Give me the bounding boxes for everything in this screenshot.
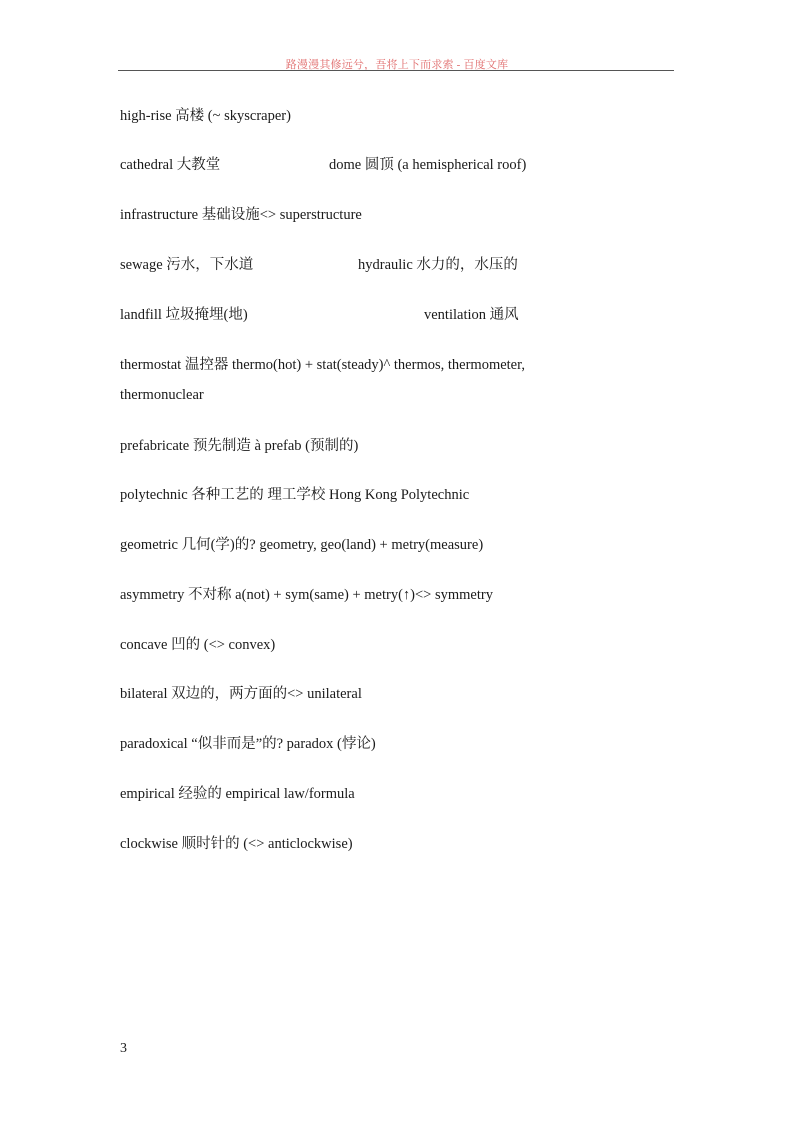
vocab-entry bbox=[120, 735, 376, 753]
vocab-entry bbox=[120, 685, 362, 703]
vocab-entry-secondary: ventilation 通风 bbox=[424, 307, 519, 323]
vocab-entry bbox=[120, 835, 353, 853]
vocab-entry-secondary: dome 圆顶 (a hemispherical roof) bbox=[329, 157, 527, 173]
vocab-entry-text: geometric 几何(学)的? geometry, geo(land) + metry(measure) bbox=[120, 537, 484, 553]
vocab-entry bbox=[120, 206, 362, 224]
vocab-entry-text: sewage 污水，下水道 bbox=[120, 257, 254, 273]
vocab-entry bbox=[120, 636, 275, 654]
header-divider bbox=[118, 70, 674, 71]
page-number: 3 bbox=[120, 1041, 127, 1056]
page-header: 路漫漫其修远兮，吾将上下而求索 - 百度文库 bbox=[285, 59, 509, 71]
vocab-entry bbox=[120, 156, 527, 174]
vocab-entry bbox=[120, 586, 493, 604]
vocab-entry bbox=[120, 536, 483, 554]
vocab-entry-secondary: hydraulic 水力的，水压的 bbox=[358, 257, 518, 273]
vocab-entry-text: paradoxical “似非而是”的? paradox (悖论) bbox=[120, 736, 376, 752]
vocab-entry bbox=[120, 486, 469, 504]
vocab-entry-text: thermonuclear bbox=[120, 387, 204, 403]
vocab-entry bbox=[120, 356, 525, 374]
vocab-entry-text: polytechnic 各种工艺的 理工学校 Hong Kong Polytechnic bbox=[120, 487, 470, 503]
vocab-entry-continuation bbox=[120, 386, 204, 404]
vocab-entry bbox=[120, 107, 291, 125]
vocab-entry bbox=[120, 785, 355, 803]
vocab-entry-text: clockwise 顺时针的 (<> anticlockwise) bbox=[120, 836, 353, 852]
vocab-entry-text: cathedral 大教堂 bbox=[120, 157, 221, 173]
vocab-entry-text: bilateral 双边的，两方面的<> unilateral bbox=[120, 686, 362, 702]
vocab-entry-text: empirical 经验的 empirical law/formula bbox=[120, 786, 355, 802]
vocab-entry bbox=[120, 437, 358, 455]
vocab-entry-text: thermostat 温控器 thermo(hot) + stat(steady)^ thermos, thermometer, bbox=[120, 357, 525, 373]
vocab-entry bbox=[120, 256, 518, 274]
vocab-entry-text: high-rise 高楼 (~ skyscraper) bbox=[120, 108, 291, 124]
vocab-entry-text: landfill 垃圾掩埋(地) bbox=[120, 307, 248, 323]
vocab-entry bbox=[120, 306, 519, 324]
vocab-entry-text: concave 凹的 (<> convex) bbox=[120, 637, 276, 653]
vocab-entry-text: asymmetry 不对称 a(not) + sym(same) + metry(↑)<> symmetry bbox=[120, 587, 493, 603]
vocab-entry-text: infrastructure 基础设施<> superstructure bbox=[120, 207, 362, 223]
vocab-entry-text: prefabricate 预先制造 à prefab (预制的) bbox=[120, 438, 359, 454]
